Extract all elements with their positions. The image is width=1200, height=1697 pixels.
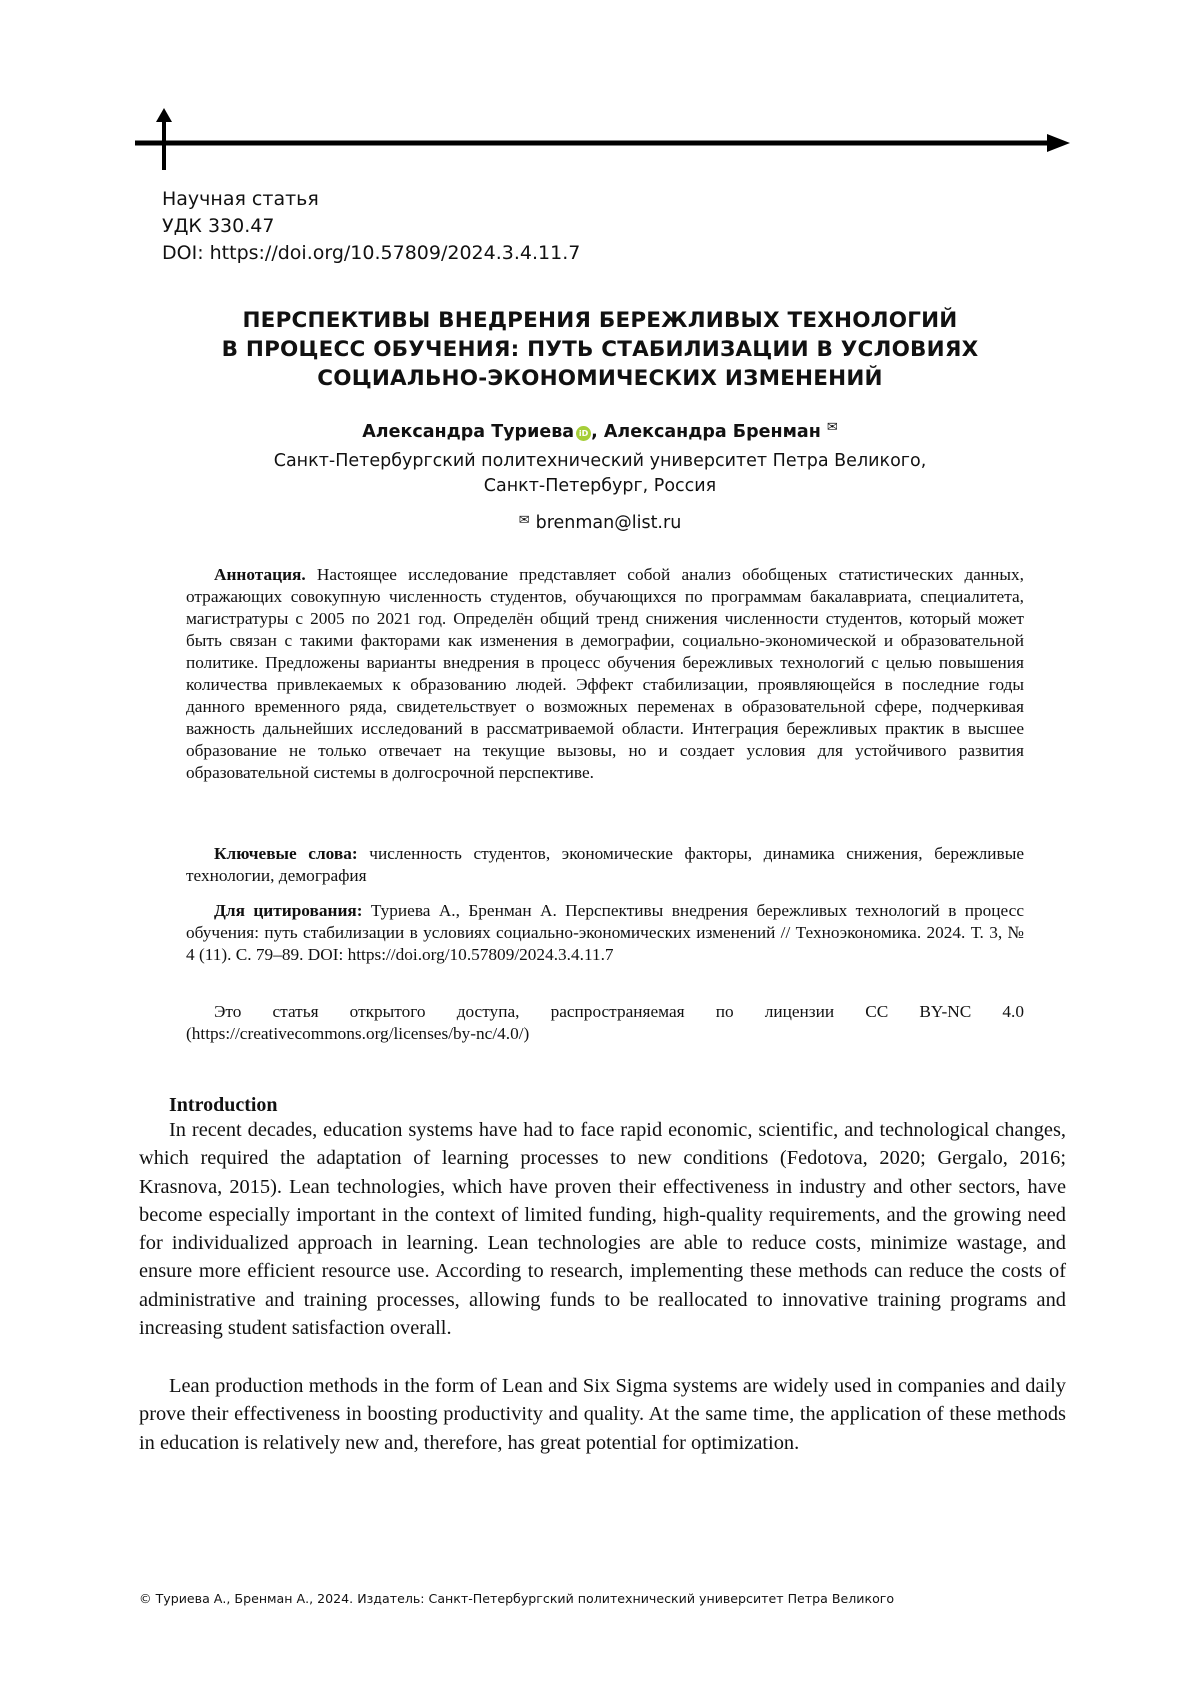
copyright-footer: © Туриева А., Бренман А., 2024. Издатель: Санкт-Петербургский политехнический университет Петра Великого xyxy=(139,1591,895,1606)
title-line-1: ПЕРСПЕКТИВЫ ВНЕДРЕНИЯ БЕРЕЖЛИВЫХ ТЕХНОЛОГИЙ xyxy=(242,308,958,333)
envelope-icon: ✉ xyxy=(826,420,838,435)
abstract xyxy=(186,564,1024,784)
doi-link[interactable]: DOI: https://doi.org/10.57809/2024.3.4.11.7 xyxy=(162,242,581,264)
introduction-paragraph-1: In recent decades, education systems have had to face rapid economic, scientific, and technological changes, which required the adaptation of learning processes to new conditions (Fedotova, 2020; Gergalo, 2016; Krasnova, 2015). Lean technologies, which have proven their effectiveness in industry and other sectors, have become especially important in the context of limited funding, high-quality requirements, and the growing need for individualized approach in learning. Lean technologies are able to reduce costs, minimize wastage, and ensure more efficient resource use. According to research, implementing these methods can reduce the costs of administrative and training processes, allowing funds to be reallocated to innovative training programs and increasing student satisfaction overall. xyxy=(139,1119,1066,1340)
udc-code: УДК 330.47 xyxy=(162,215,275,237)
email-link[interactable]: brenman@list.ru xyxy=(535,513,682,533)
affiliation xyxy=(140,449,1060,499)
license-text: Это статья открытого доступа, распространяемая по лицензии CC BY-NC 4.0 (https://creativecommons.org/licenses/by-nc/4.0/) xyxy=(186,1002,1024,1043)
abstract-label: Аннотация. xyxy=(214,565,306,584)
authors-line xyxy=(140,416,1060,444)
citation-text: Туриева А., Бренман А. Перспективы внедрения бережливых технологий в процесс обучения: путь стабилизации в условиях социально-экономических изменений // Техноэкономика. 2024. Т. 3, № 4 (11). С. 79–89. DOI: https://doi.org/10.57809/2024.3.4.11.7 xyxy=(186,901,1024,964)
contact-email xyxy=(140,509,1060,535)
article-type: Научная статья xyxy=(162,188,319,210)
abstract-text: Настоящее исследование представляет собой анализ обобщеных статистических данных, отражающих совокупную численность студентов, обучающихся по программам бакалавриата, специалитета, магистратуры с 2005 по 2021 год. Определён общий тренд снижения численности студентов, который может быть связан с такими факторами как изменения в демографии, социально-экономической и образовательной политике. Предложены варианты внедрения в процесс обучения бережливых технологий с целью повышения количества привлекаемых к образованию людей. Эффект стабилизации, проявляющейся в последние годы данного временного ряда, свидетельствует о возможных переменах в образовательной сфере, подчеркивая важность дальнейших исследований в рассматриваемой области. Интеграция бережливых практик в высшее образование не только отвечает на текущие вызовы, но и создает условия для устойчивого развития образовательной системы в долгосрочной перспективе. xyxy=(186,565,1024,782)
article-meta xyxy=(162,186,580,267)
envelope-icon: ✉ xyxy=(518,513,530,528)
introduction-paragraph-2: Lean production methods in the form of Lean and Six Sigma systems are widely used in companies and daily prove their effectiveness in boosting productivity and quality. At the same time, the application of these methods in education is relatively new and, therefore, has great potential for optimization. xyxy=(139,1375,1066,1454)
keywords xyxy=(186,843,1024,887)
affiliation-line-2: Санкт-Петербург, Россия xyxy=(483,476,717,496)
header-arrow-rule xyxy=(135,108,1070,178)
article-title xyxy=(140,306,1060,393)
author-1: Александра Туриева xyxy=(362,422,575,442)
author-2: Александра Бренман xyxy=(603,422,821,442)
keywords-label: Ключевые слова: xyxy=(214,844,358,863)
author-separator: , xyxy=(591,422,598,442)
keywords-text: численность студентов, экономические факторы, динамика снижения, бережливые технологии, демография xyxy=(186,844,1024,885)
citation-label: Для цитирования: xyxy=(214,901,363,920)
title-line-3: СОЦИАЛЬНО-ЭКОНОМИЧЕСКИХ ИЗМЕНЕНИЙ xyxy=(317,366,883,391)
affiliation-line-1: Санкт-Петербургский политехнический университет Петра Великого, xyxy=(273,451,927,471)
introduction-heading: Introduction xyxy=(169,1094,278,1116)
orcid-icon[interactable]: iD xyxy=(576,426,591,441)
license-note xyxy=(186,1001,1024,1045)
title-line-2: В ПРОЦЕСС ОБУЧЕНИЯ: ПУТЬ СТАБИЛИЗАЦИИ В УСЛОВИЯХ xyxy=(221,337,979,362)
citation xyxy=(186,900,1024,966)
